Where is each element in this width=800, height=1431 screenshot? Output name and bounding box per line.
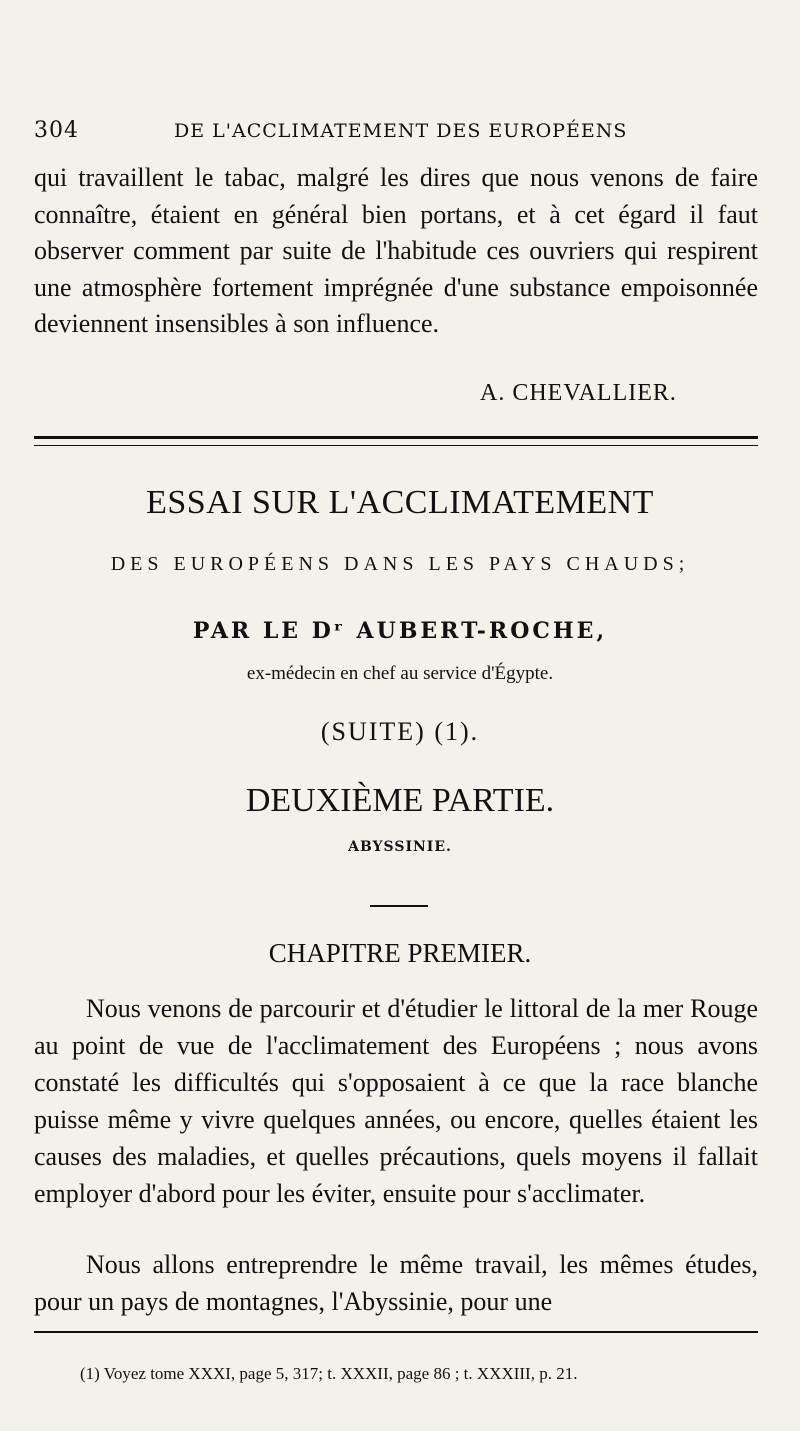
continuation-note: (SUITE) (1). [320, 717, 480, 746]
author-signature: A. CHEVALLIER. [480, 380, 677, 406]
part-subject: ABYSSINIE. [348, 839, 452, 855]
article-subtitle: DES EUROPÉENS DANS LES PAYS CHAUDS; [110, 553, 690, 575]
running-title: DE L'ACCLIMATEMENT DES EUROPÉENS [174, 120, 628, 142]
short-divider [370, 905, 428, 907]
author-role: ex-médecin en chef au service d'Égypte. [246, 663, 554, 684]
section-divider [34, 436, 758, 446]
chapter-heading: CHAPITRE PREMIER. [268, 938, 532, 968]
paragraph-intro: Nous venons de parcourir et d'étudier le littoral de la mer Rouge au point de vue de l'acclimatement des Européens ; nous avons constaté les difficultés qui s'opposaient à ce que la race blanche puisse même y vivre quelques années, ou encore, quelles étaient les causes des maladies, et quelles précautions, quels moyens il fallait employer d'abord pour les éviter, ensuite pour s'acclimater. [34, 994, 758, 1208]
article-author: PAR LE Dʳ AUBERT-ROCHE, [192, 618, 608, 644]
page-number: 304 [34, 118, 79, 143]
paragraph-continued: qui travaillent le tabac, malgré les dires que nous venons de faire connaître, étaient en général bien portans, et à cet égard il faut observer comment par suite de l'habitude ces ouvriers qui respirent une atmosphère fortement imprégnée d'une substance empoisonnée deviennent insensibles à son influence. [34, 163, 758, 338]
footnote: (1) Voyez tome XXXI, page 5, 317; t. XXXII, page 86 ; t. XXXIII, p. 21. [80, 1364, 578, 1383]
footnote-divider [34, 1331, 758, 1333]
article-title: ESSAI SUR L'ACCLIMATEMENT [146, 484, 654, 521]
part-heading: DEUXIÈME PARTIE. [245, 782, 555, 819]
paragraph-next: Nous allons entreprendre le même travail, les mêmes études, pour un pays de montagnes, l'Abyssinie, pour une [34, 1250, 758, 1316]
page-header [34, 118, 754, 154]
